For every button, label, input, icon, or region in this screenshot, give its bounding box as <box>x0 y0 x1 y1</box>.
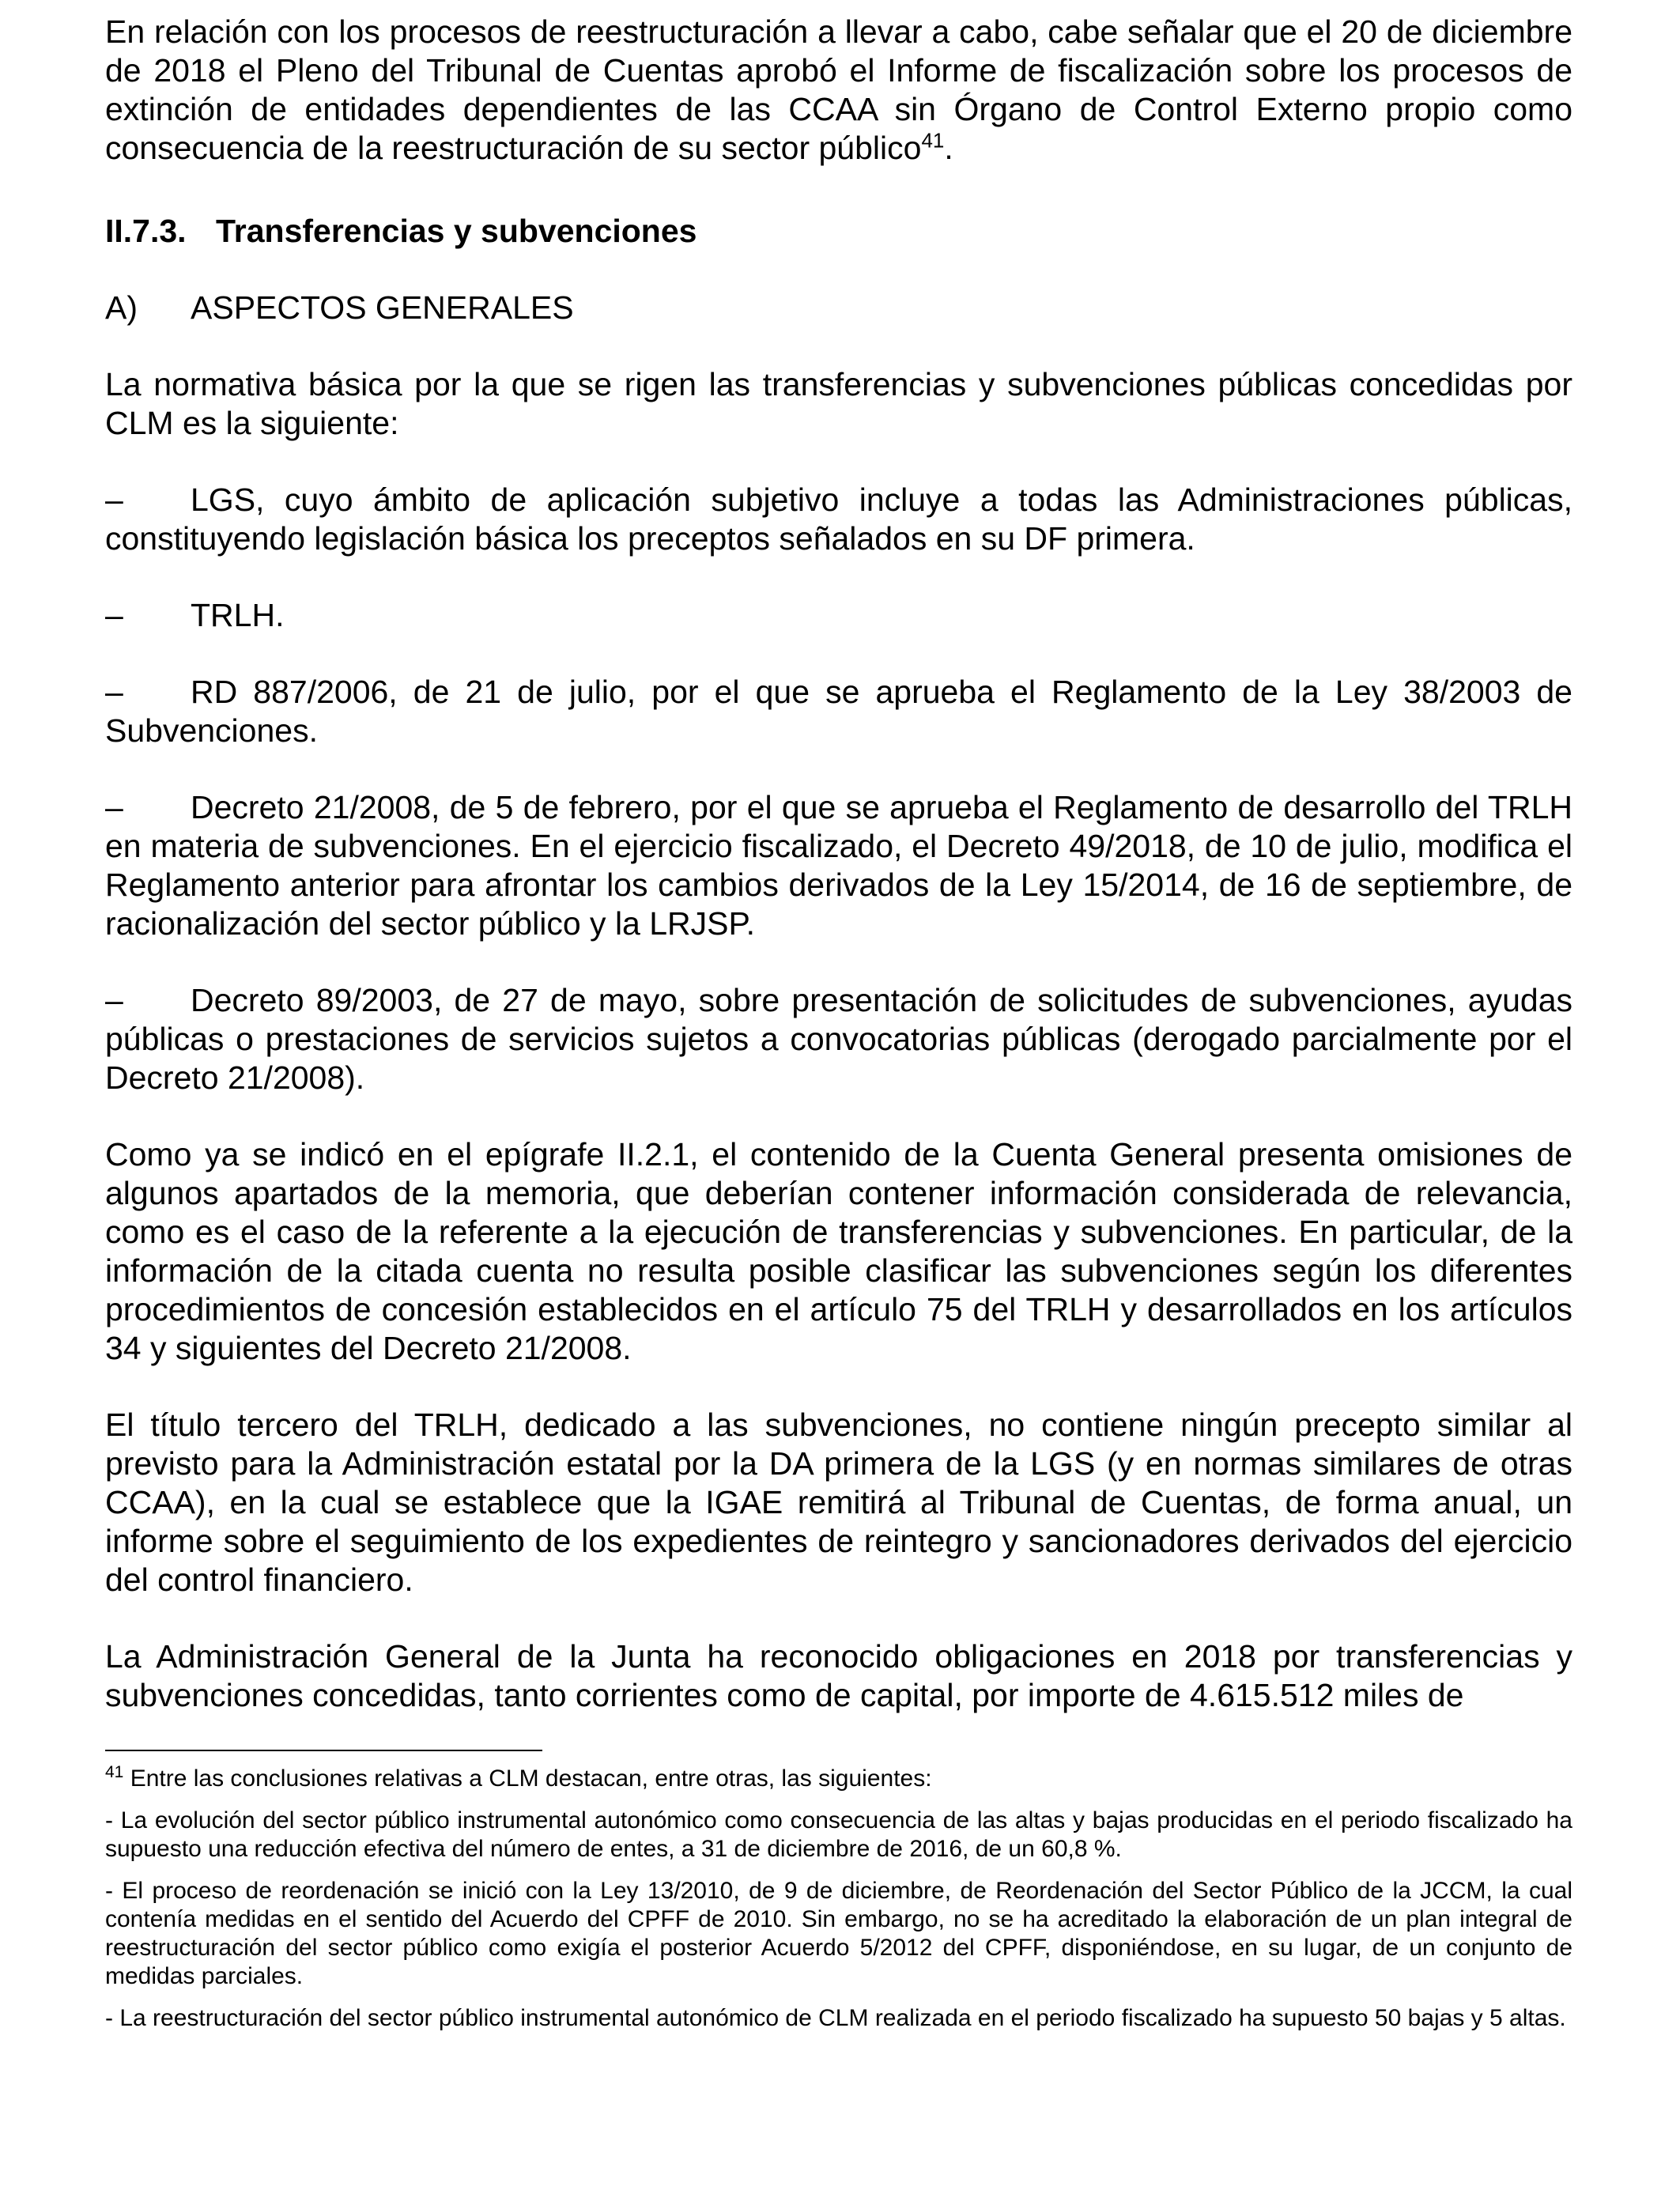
section-title: Transferencias y subvenciones <box>216 213 697 249</box>
footnotes <box>105 1765 1572 2033</box>
dash-marker: – <box>105 674 123 710</box>
paragraph-end: . <box>944 130 953 166</box>
footnote-item: - La evolución del sector público instrumental autonómico como consecuencia de las altas y bajas producidas en el periodo fiscalizado ha supuesto una reducción efectiva del número de entes, a 31 de diciembre de 2016, de un 60,8 %. <box>105 1807 1572 1862</box>
list-item <box>105 481 1572 558</box>
subsection-letter: A) <box>105 289 138 326</box>
footnote-reference[interactable]: 41 <box>921 128 945 153</box>
paragraph-normativa: La normativa básica por la que se rigen las transferencias y subvenciones públicas concedidas por CLM es la siguiente: <box>105 366 1572 441</box>
paragraph-titulo-tercero: El título tercero del TRLH, dedicado a las subvenciones, no contiene ningún precepto similar al previsto para la Administración estatal por la DA primera de la LGS (y en normas similares de otras CCAA), en la cual se establece que la IGAE remitirá al Tribunal de Cuentas, de forma anual, un informe sobre el seguimiento de los expedientes de reintegro y sancionadores derivados del ejercicio del control financiero. <box>105 1407 1572 1598</box>
section-number: II.7.3. <box>105 213 187 249</box>
footnote-item: - La reestructuración del sector público instrumental autonómico de CLM realizada en el periodo fiscalizado ha supuesto 50 bajas y 5 altas. <box>105 2005 1566 2031</box>
paragraph-cuenta-general: Como ya se indicó en el epígrafe II.2.1, el contenido de la Cuenta General presenta omisiones de algunos apartados de la memoria, que deberían contener información considerada de relevancia, como es el caso de la referente a la ejecución de transferencias y subvenciones. En particular, de la información de la citada cuenta no resulta posible clasificar las subvenciones según los diferentes procedimientos de concesión establecidos en el artículo 75 del TRLH y desarrollados en los artículos 34 y siguientes del Decreto 21/2008. <box>105 1136 1572 1366</box>
list-item <box>105 596 1572 635</box>
footnote-number: 41 <box>105 1763 124 1781</box>
dash-marker: – <box>105 982 123 1018</box>
list-item <box>105 673 1572 750</box>
subsection-title: ASPECTOS GENERALES <box>191 289 574 326</box>
paragraph-obligaciones: La Administración General de la Junta ha reconocido obligaciones en 2018 por transferencias y subvenciones concedidas, tanto corrientes como de capital, por importe de 4.615.512 miles de <box>105 1638 1572 1713</box>
dash-marker: – <box>105 481 123 518</box>
document-body <box>105 13 1572 1715</box>
list-item-text: LGS, cuyo ámbito de aplicación subjetivo incluye a todas las Administraciones públicas, constituyendo legislación básica los preceptos señalados en su DF primera. <box>105 481 1572 557</box>
paragraph-reestructuracion <box>105 13 1572 168</box>
dash-marker: – <box>105 789 123 825</box>
list-item-text: TRLH. <box>191 597 285 633</box>
footnote-separator <box>105 1750 542 1751</box>
list-item <box>105 981 1572 1097</box>
section-heading <box>105 212 1572 251</box>
footnote-text: Entre las conclusiones relativas a CLM destacan, entre otras, las siguientes: <box>123 1765 932 1792</box>
list-item-text: RD 887/2006, de 21 de julio, por el que se aprueba el Reglamento de la Ley 38/2003 de Subvenciones. <box>105 674 1572 749</box>
subsection-heading <box>105 289 1572 327</box>
list-item-text: Decreto 21/2008, de 5 de febrero, por el que se aprueba el Reglamento de desarrollo del TRLH en materia de subvenciones. En el ejercicio fiscalizado, el Decreto 49/2018, de 10 de julio, modifica el Reglamento anterior para afrontar los cambios derivados de la Ley 15/2014, de 16 de septiembre, de racionalización del sector público y la LRJSP. <box>105 789 1572 942</box>
paragraph-text: En relación con los procesos de reestructuración a llevar a cabo, cabe señalar que el 20 de diciembre de 2018 el Pleno del Tribunal de Cuentas aprobó el Informe de fiscalización sobre los procesos de extinción de entidades dependientes de las CCAA sin Órgano de Control Externo propio como consecuencia de la reestructuración de su sector público <box>105 13 1572 166</box>
dash-marker: – <box>105 597 123 633</box>
footnote-item: - El proceso de reordenación se inició con la Ley 13/2010, de 9 de diciembre, de Reordenación del Sector Público de la JCCM, la cual contenía medidas en el sentido del Acuerdo del CPFF de 2010. Sin embargo, no se ha acreditado la elaboración de un plan integral de reestructuración del sector público como exigía el posterior Acuerdo 5/2012 del CPFF, disponiéndose, en su lugar, de un conjunto de medidas parciales. <box>105 1878 1572 1989</box>
list-item-text: Decreto 89/2003, de 27 de mayo, sobre presentación de solicitudes de subvenciones, ayudas públicas o prestaciones de servicios sujetos a convocatorias públicas (derogado parcialmente por el Decreto 21/2008). <box>105 982 1572 1096</box>
footnote-intro <box>105 1765 1572 1793</box>
list-item <box>105 788 1572 943</box>
